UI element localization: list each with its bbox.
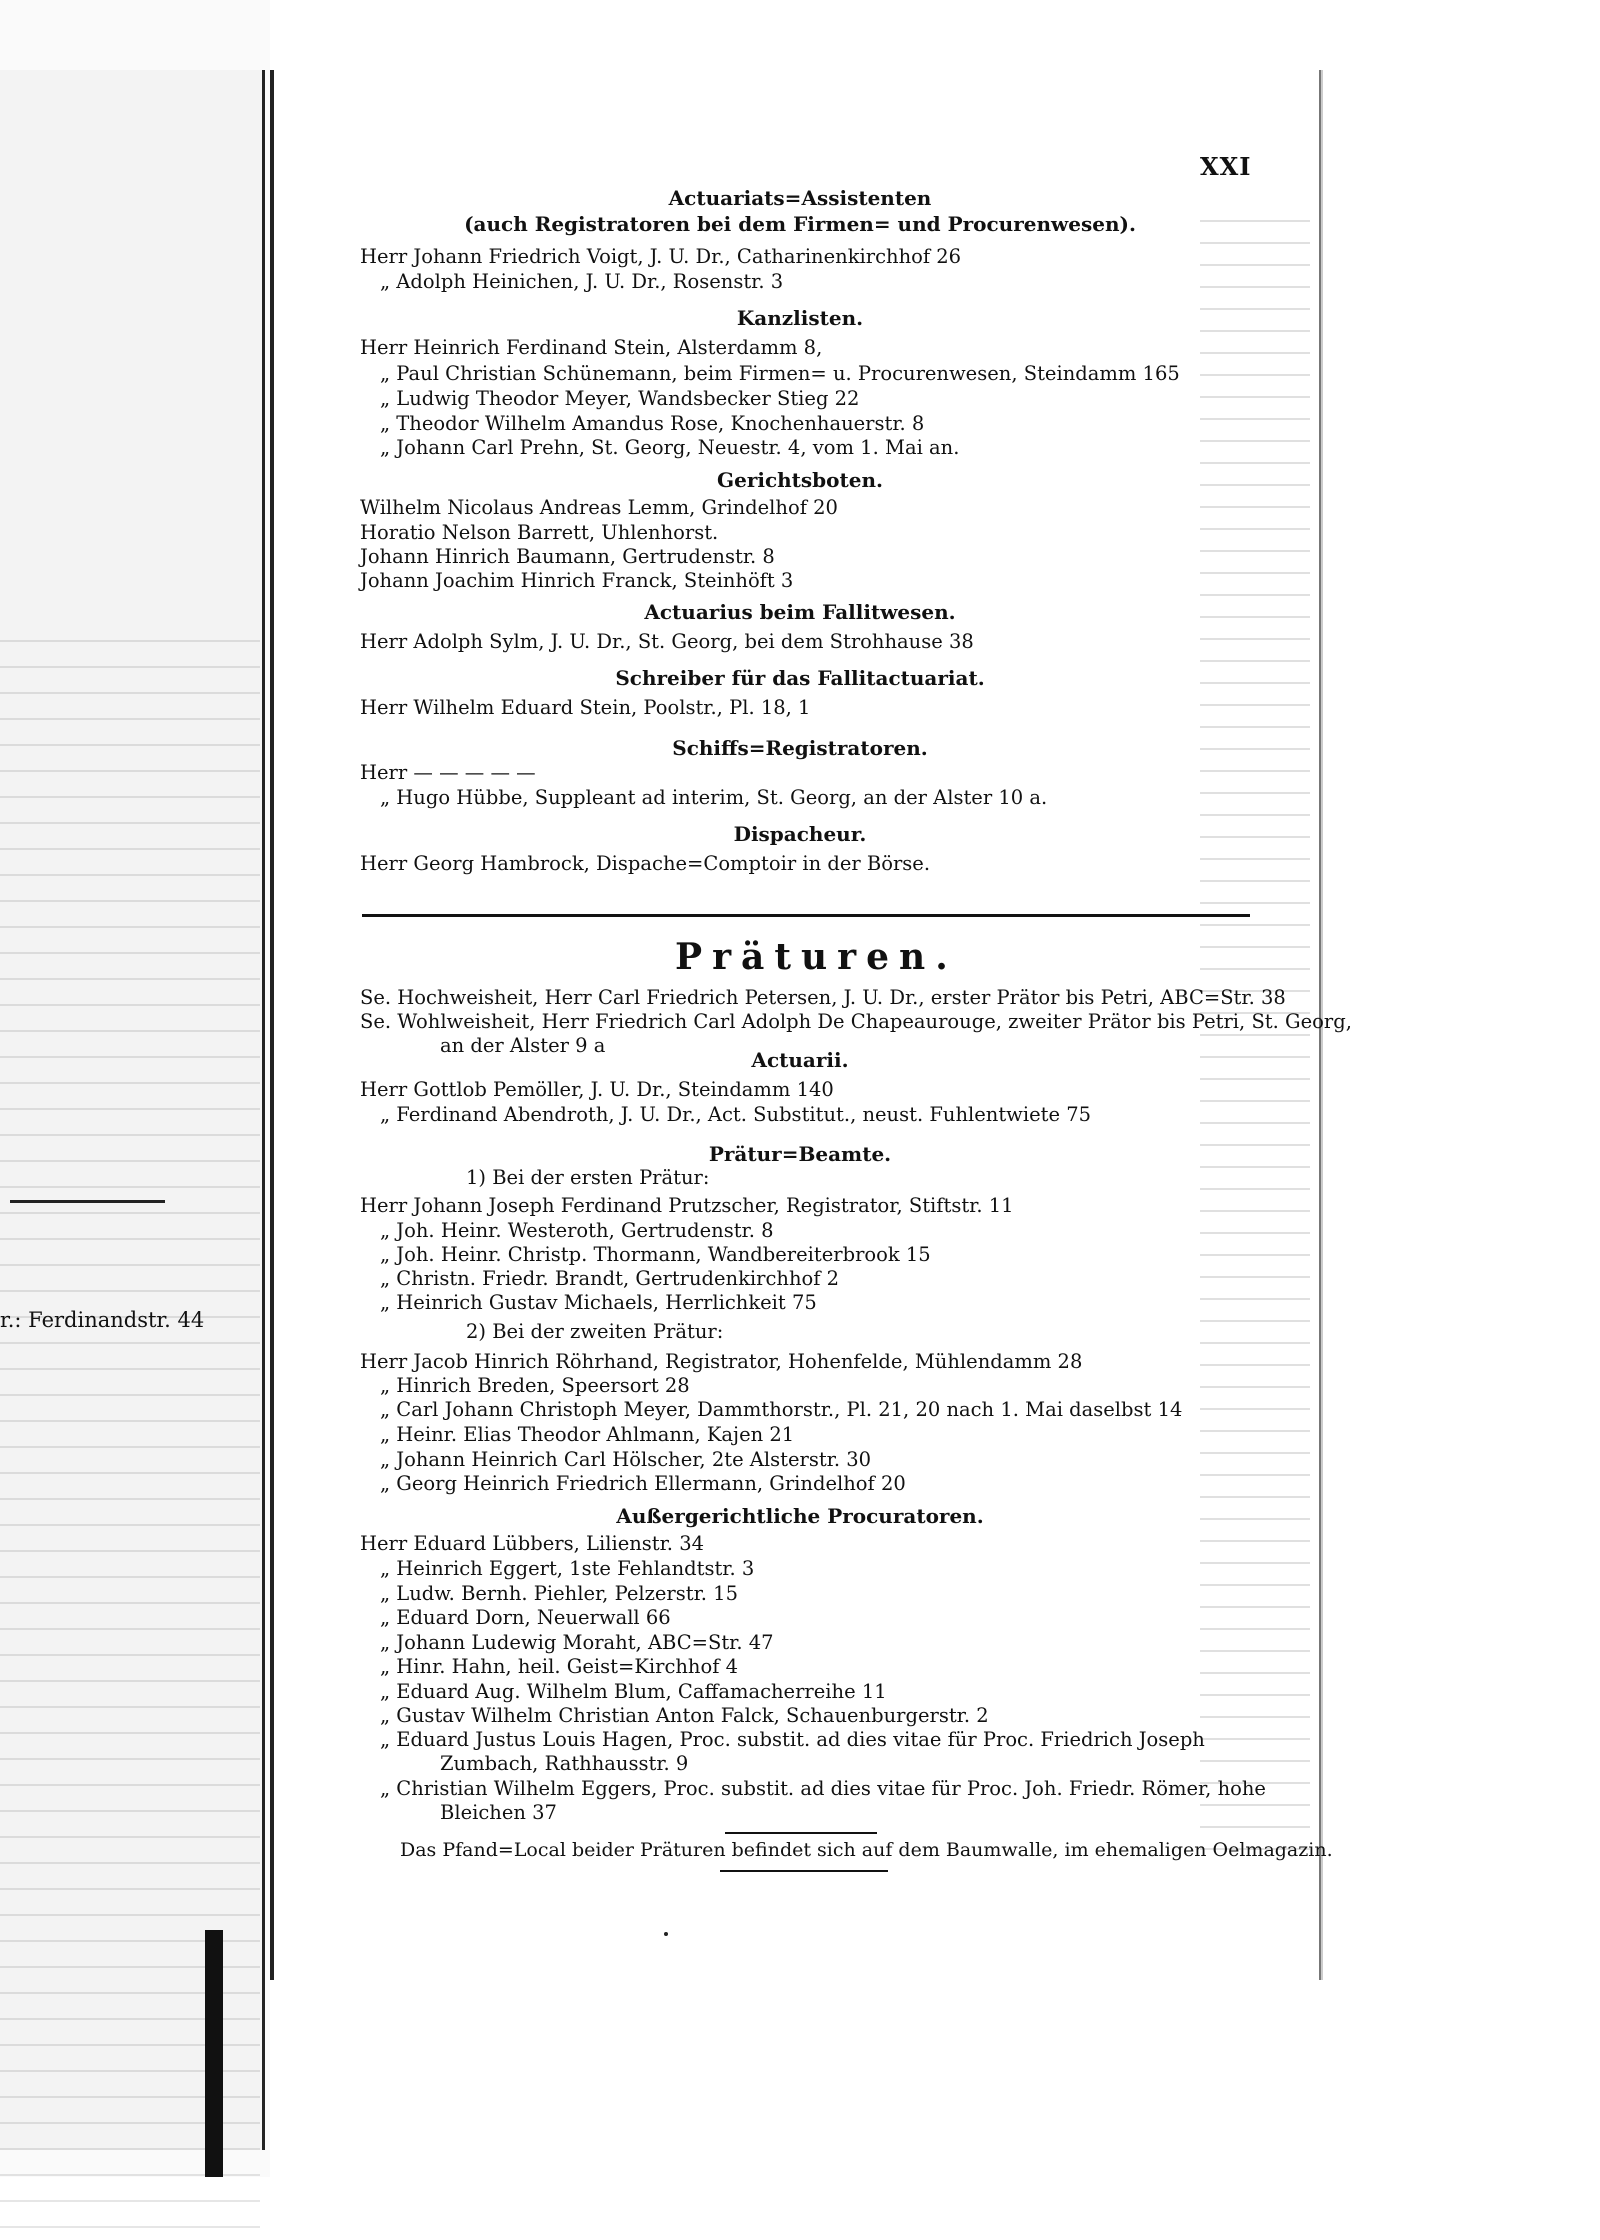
entry-line: „ Theodor Wilhelm Amandus Rose, Knochenhauerstr. 8 [380,412,925,435]
entry-line: „ Ferdinand Abendroth, J. U. Dr., Act. Substitut., neust. Fuhlentwiete 75 [380,1103,1092,1126]
heading-schiffs-registratoren: Schiffs=Registratoren. [672,736,928,760]
previous-page-rule [10,1200,165,1203]
entry-line: „ Eduard Aug. Wilhelm Blum, Caffamacherreihe 11 [380,1680,887,1703]
entry-line: „ Johann Carl Prehn, St. Georg, Neuestr. 4, vom 1. Mai an. [380,436,960,459]
entry-line: „ Christn. Friedr. Brandt, Gertrudenkirchhof 2 [380,1267,840,1290]
entry-line: Herr Jacob Hinrich Röhrhand, Registrator, Hohenfelde, Mühlendamm 28 [360,1350,1083,1373]
entry-line: „ Paul Christian Schünemann, beim Firmen= u. Procurenwesen, Steindamm 165 [380,362,1180,385]
entry-line: „ Heinrich Eggert, 1ste Fehlandtstr. 3 [380,1557,755,1580]
entry-line: „ Eduard Justus Louis Hagen, Proc. substit. ad dies vitae für Proc. Friedrich Joseph [380,1728,1205,1751]
entry-line: Wilhelm Nicolaus Andreas Lemm, Grindelhof 20 [360,496,838,519]
heading-actuariats-assistenten: Actuariats=Assistenten [668,186,932,210]
binding-shadow [205,1930,223,2177]
entry-line: Horatio Nelson Barrett, Uhlenhorst. [360,521,719,544]
heading-praetur-beamte: Prätur=Beamte. [708,1142,892,1166]
entry-line: Zumbach, Rathhausstr. 9 [440,1752,689,1775]
entry-line: Herr Johann Friedrich Voigt, J. U. Dr., Catharinenkirchhof 26 [360,245,962,268]
entry-line: „ Eduard Dorn, Neuerwall 66 [380,1606,671,1629]
entry-line: „ Georg Heinrich Friedrich Ellermann, Grindelhof 20 [380,1472,906,1495]
entry-line: Herr Eduard Lübbers, Lilienstr. 34 [360,1532,705,1555]
heading-aussergerichtliche-procuratoren: Außergerichtliche Procuratoren. [616,1504,984,1528]
entry-line: an der Alster 9 a [440,1034,606,1057]
page-number: XXI [1200,152,1252,181]
section-divider [362,914,1250,917]
heading-gerichtsboten: Gerichtsboten. [717,468,883,492]
footnote: Das Pfand=Local beider Präturen befindet sich auf dem Baumwalle, im ehemaligen Oelmagazin. [400,1839,1333,1861]
heading-actuarius-fallitwesen: Actuarius beim Fallitwesen. [644,600,956,624]
entry-line: „ Heinr. Elias Theodor Ahlmann, Kajen 21 [380,1423,795,1446]
heading-kanzlisten: Kanzlisten. [736,306,864,330]
entry-line: Bleichen 37 [440,1801,557,1824]
entry-line: Se. Wohlweisheit, Herr Friedrich Carl Adolph De Chapeaurouge, zweiter Prätor bis Petri, St. Georg, [360,1010,1352,1033]
entry-line: „ Johann Ludewig Moraht, ABC=Str. 47 [380,1631,774,1654]
heading-dispacheur: Dispacheur. [733,822,867,846]
entry-line: Herr Adolph Sylm, J. U. Dr., St. Georg, bei dem Strohhause 38 [360,630,974,653]
previous-page-fragment: r.: Ferdinandstr. 44 [0,1308,205,1332]
entry-line: Johann Joachim Hinrich Franck, Steinhöft 3 [360,569,794,592]
entry-line: „ Carl Johann Christoph Meyer, Dammthorstr., Pl. 21, 20 nach 1. Mai daselbst 14 [380,1398,1183,1421]
entry-line: Herr Gottlob Pemöller, J. U. Dr., Steindamm 140 [360,1078,834,1101]
entry-line: „ Hinr. Hahn, heil. Geist=Kirchhof 4 [380,1655,739,1678]
entry-line: „ Adolph Heinichen, J. U. Dr., Rosenstr. 3 [380,270,784,293]
footnote-divider [725,1832,877,1834]
entry-line: Johann Hinrich Baumann, Gertrudenstr. 8 [360,545,775,568]
entry-line: „ Gustav Wilhelm Christian Anton Falck, Schauenburgerstr. 2 [380,1704,989,1727]
heading-praeturen: Präturen. [675,936,958,978]
entry-line: „ Hugo Hübbe, Suppleant ad interim, St. Georg, an der Alster 10 a. [380,786,1048,809]
entry-line: „ Christian Wilhelm Eggers, Proc. substit. ad dies vitae für Proc. Joh. Friedr. Römer, hohe [380,1777,1266,1800]
entry-line: „ Joh. Heinr. Westeroth, Gertrudenstr. 8 [380,1219,774,1242]
entry-line: „ Ludw. Bernh. Piehler, Pelzerstr. 15 [380,1582,738,1605]
entry-line: „ Johann Heinrich Carl Hölscher, 2te Alsterstr. 30 [380,1448,872,1471]
entry-line: Se. Hochweisheit, Herr Carl Friedrich Petersen, J. U. Dr., erster Prätor bis Petri, ABC=Str. 38 [360,986,1286,1009]
closing-divider [720,1870,888,1872]
entry-line: Herr Wilhelm Eduard Stein, Poolstr., Pl. 18, 1 [360,696,811,719]
ink-speck [664,1932,668,1936]
entry-line: Herr Georg Hambrock, Dispache=Comptoir in der Börse. [360,852,931,875]
entry-line: „ Joh. Heinr. Christp. Thormann, Wandbereiterbrook 15 [380,1243,931,1266]
entry-line: „ Heinrich Gustav Michaels, Herrlichkeit 75 [380,1291,817,1314]
entry-line: Herr Heinrich Ferdinand Stein, Alsterdamm 8, [360,336,823,359]
heading-actuarii: Actuarii. [751,1048,849,1072]
heading-actuariats-subtitle: (auch Registratoren bei dem Firmen= und Procurenwesen). [464,212,1136,236]
heading-schreiber-fallitactuariat: Schreiber für das Fallitactuariat. [615,666,985,690]
entry-line: Herr — — — — — [360,761,536,784]
subheading-erste-praetur: 1) Bei der ersten Prätur: [466,1166,710,1189]
entry-line: „ Ludwig Theodor Meyer, Wandsbecker Stieg 22 [380,387,860,410]
entry-line: „ Hinrich Breden, Speersort 28 [380,1374,690,1397]
entry-line: Herr Johann Joseph Ferdinand Prutzscher, Registrator, Stiftstr. 11 [360,1194,1014,1217]
subheading-zweite-praetur: 2) Bei der zweiten Prätur: [466,1320,724,1343]
